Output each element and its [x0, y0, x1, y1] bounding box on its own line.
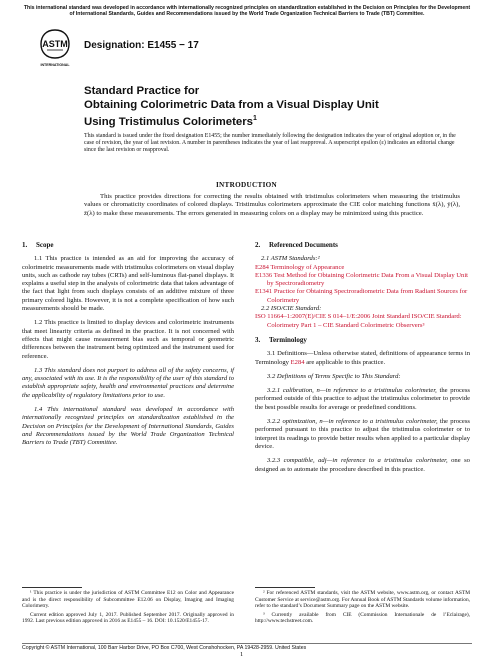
reference-e1341 — [255, 288, 470, 305]
issued-note: This standard is issued under the fixed designation E1455; the number immediately following the designation indicates the year of original adoption or, in the case of revision, the year of last revision. A number in parentheses indicates the year of last reapproval. A superscript epsilon (ε) indicates an editorial change since the last revision or reapproval. — [84, 133, 456, 153]
reference-iso-11664 — [255, 313, 470, 330]
reference-e1336-link[interactable]: E1336 — [255, 271, 273, 279]
scope-paragraph-4: 1.4 This international standard was developed in accordance with internationally recognized principles on standardization established in the Decision on Principles for the Development of International Standards, Guides and Recommendations issued by the World Trade Organization Technical Barriers to Trade (TBT) Committee. — [22, 406, 234, 447]
title-line-2: Obtaining Colorimetric Data from a Visual Display Unit — [84, 99, 379, 111]
reference-e1336 — [255, 272, 470, 289]
reference-e1341-title[interactable]: Practice for Obtaining Spectroradiometric Data from Radiant Sources for Colorimetry — [267, 288, 468, 304]
terminology-paragraph-2: 3.2 Definitions of Terms Specific to This Standard: — [267, 372, 401, 380]
reference-iso-link[interactable]: ISO 11664–1:2007(E)/CIE S 014–1/E:2006 — [255, 313, 371, 321]
terminology-e284-link[interactable]: E284 — [290, 358, 305, 366]
reference-iso-title[interactable]: Joint Standard ISO/CIE Standard: Colorimetry Part 1 – CIE Standard Colorimetric Observers³ — [267, 313, 462, 329]
document-title — [84, 84, 424, 129]
svg-text:ASTM: ASTM — [42, 39, 68, 49]
definition-optimization-term: 3.2.2 optimization, n—in reference to a tristimulus colorimeter, — [267, 418, 438, 426]
astm-standards-subheading: 2.1 ASTM Standards:² — [261, 255, 320, 263]
title-footnote-mark: 1 — [253, 115, 257, 122]
scope-paragraph-2: 1.2 This practice is limited to display devices and colorimetric instruments that meet linearity criteria as defined in the practice. It is not concerned with effects that might cause measurement bias such as temporal or geometric differences between the instrument being optimized and the instrument used for reference. — [22, 319, 234, 360]
footnote-2: ² For referenced ASTM standards, visit the ASTM website, www.astm.org, or contact ASTM Customer Service at service@astm.org. For Annual Book of ASTM Standards volume information, refer to the standard’s Document Summary page on the ASTM website. — [255, 590, 470, 609]
page-number: 1 — [240, 651, 244, 658]
scope-heading — [22, 241, 234, 249]
referenced-heading-number: 2. — [255, 241, 261, 249]
referenced-documents-heading — [255, 241, 470, 249]
wto-notice: This international standard was developed in accordance with internationally recognized principles on standardization established in the Decision on Principles for the Development of International Standards, Guides and Recommendations issued by the World Trade Organization Technical Barriers to Trade (TBT) Committee. — [23, 5, 471, 18]
footnote-3: ³ Currently available from CIE (Commission Internationale de l’Eclairage), http://www.techstreet.com. — [255, 611, 470, 624]
reference-e284-title[interactable]: Terminology of Appearance — [268, 263, 345, 271]
left-column — [22, 241, 234, 454]
terminology-heading-text: Terminology — [269, 335, 307, 344]
reference-e1336-title[interactable]: Test Method for Obtaining Colorimetric Data From a Visual Display Unit by Spectroradiometry — [267, 271, 468, 288]
definition-optimization — [255, 418, 470, 451]
logo-text: INTERNATIONAL — [40, 63, 70, 67]
definition-calibration-term: 3.2.1 calibration, n—in reference to a tristimulus colorimeter, — [267, 387, 437, 395]
terminology-heading — [255, 336, 470, 344]
copyright-line: Copyright © ASTM International, 100 Barr Harbor Drive, PO Box C700, West Conshohocken, PA 19428-2959. United States — [22, 645, 307, 651]
footnote-1: ¹ This practice is under the jurisdiction of ASTM Committee E12 on Color and Appearance and is the direct responsibility of Subcommittee E12.06 on Display, Imaging and Imaging Colorimetry. — [22, 590, 234, 609]
reference-e1341-link[interactable]: E1341 — [255, 288, 273, 296]
iso-cie-subheading: 2.2 ISO/CIE Standard: — [261, 305, 322, 313]
scope-paragraph-3: 1.3 This standard does not purport to address all of the safety concerns, if any, associated with its use. It is the responsibility of the user of this standard to establish appropriate safety, health and environmental practices and determine the applicability of regulatory limitations prior to use. — [22, 366, 234, 399]
title-line-1: Standard Practice for — [84, 85, 200, 97]
terminology-p1-text: 3.1 Definitions—Unless otherwise stated, definitions of appearance terms in Terminology — [255, 350, 470, 366]
footnote-rule-left — [22, 587, 82, 588]
definition-compatible — [255, 457, 470, 474]
referenced-heading-text: Referenced Documents — [269, 241, 338, 249]
scope-paragraph-1: 1.1 This practice is intended as an aid for improving the accuracy of colorimetric measurements made with tristimulus colorimeters on visual display units, such as cathode ray tubes (CRTs) and self-luminous flat-panel displays. It explains a useful step in the analysis of colorimetric data that takes advantage of the fact that light from such displays consists of an additive mixture of three primary colored lights. However, it is not a complete specification of how such measurements should be made. — [22, 255, 234, 313]
terminology-heading-number: 3. — [255, 335, 261, 344]
footnote-1-edition: Current edition approved July 1, 2017. Published September 2017. Originally approved in 1992. Last previous edition approved in 2016 as E1455 – 16. DOI: 10.1520/E1455-17. — [22, 611, 234, 624]
scope-heading-number: 1. — [22, 241, 28, 249]
footnote-rule-right — [255, 587, 315, 588]
definition-calibration-text: the process performed outside of this practice to adjust the tristimulus colorimeter to provide the best possible results for average or predefined conditions. — [255, 387, 470, 411]
definition-compatible-term: 3.2.3 compatible, adj—in reference to a tristimulus colorimeter, — [267, 457, 448, 465]
right-column — [255, 241, 470, 480]
introduction-heading: INTRODUCTION — [215, 181, 278, 189]
footer-rule — [22, 643, 472, 644]
terminology-p1-tail: are applicable to this practice. — [304, 358, 386, 366]
designation: Designation: E1455 − 17 — [84, 40, 199, 51]
title-line-3: Using Tristimulus Colorimeters — [84, 115, 253, 128]
definition-compatible-text: one so designed as to automate the procedure described in this practice. — [255, 457, 470, 473]
scope-heading-text: Scope — [36, 241, 54, 249]
footnotes-left — [22, 590, 234, 627]
footnotes-right — [255, 590, 470, 627]
terminology-paragraph-1 — [255, 350, 470, 367]
reference-e284 — [255, 264, 470, 272]
introduction-text: This practice provides directions for correcting the results obtained with tristimulus colorimeters when measuring the tristimulus values or chromaticity coordinates of colored displays. Tristimulus colorimeters approximate the CIE color matching functions x̄(λ), ȳ(λ), z̄(λ) to make these measurements. The errors generated in measuring colors on a display may be minimized using this practice. — [84, 193, 460, 217]
reference-e284-link[interactable]: E284 — [255, 263, 269, 271]
astm-logo-icon — [38, 28, 72, 72]
definition-optimization-text: the process performed pursuant to this practice to adjust the tristimulus colorimeter or to interpret its readings to provide better results when applied to a particular display device. — [255, 418, 470, 450]
definition-calibration — [255, 387, 470, 412]
